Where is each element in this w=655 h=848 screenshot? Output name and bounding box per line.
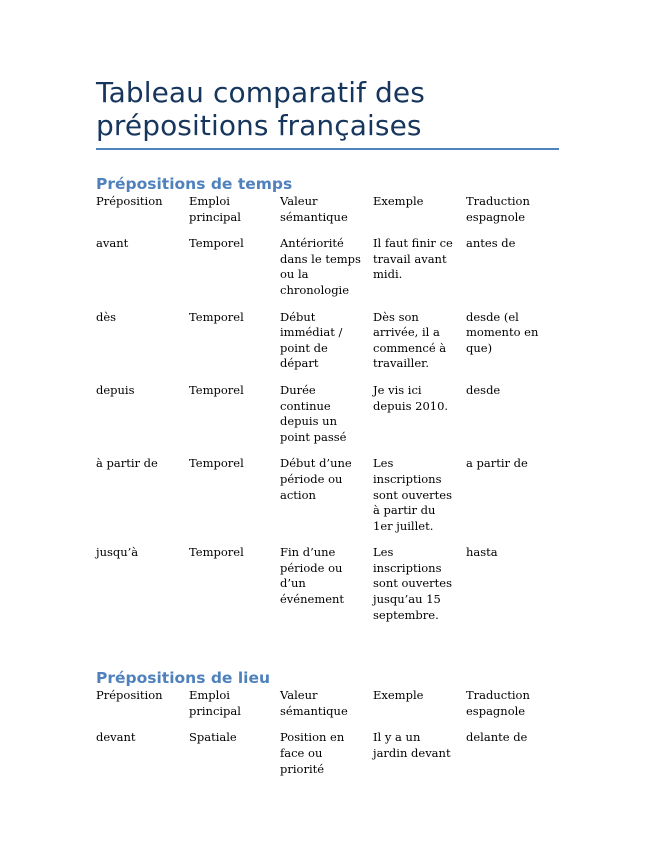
cell-traduction: desde	[466, 382, 501, 397]
table-row	[96, 545, 559, 634]
cell-valeur: Durée continue depuis un point passé	[280, 382, 347, 444]
cell-emploi: Spatiale	[189, 730, 237, 745]
table-lieu	[96, 688, 559, 788]
cell-valeur: Début immédiat / point de départ	[280, 309, 343, 371]
table-row	[96, 730, 559, 788]
table-row	[96, 456, 559, 545]
column-header-valeur: Valeur sémantique	[280, 688, 348, 718]
cell-exemple: Dès son arrivée, il a commencé à travailler.	[373, 309, 447, 371]
cell-exemple: Les inscriptions sont ouvertes jusqu’au 15 septembre.	[373, 545, 452, 622]
cell-exemple: Il faut finir ce travail avant midi.	[373, 236, 453, 282]
column-header-emploi: Emploi principal	[189, 194, 241, 224]
cell-emploi: Temporel	[189, 545, 244, 560]
document-page	[96, 0, 559, 788]
cell-exemple: Je vis ici depuis 2010.	[373, 382, 449, 413]
cell-traduction: delante de	[466, 730, 528, 745]
column-header-preposition: Préposition	[96, 194, 163, 208]
cell-preposition: à partir de	[96, 456, 158, 471]
table-row	[96, 310, 559, 383]
cell-valeur: Antériorité dans le temps ou la chronologie	[280, 236, 361, 297]
cell-preposition: dès	[96, 309, 117, 324]
cell-traduction: a partir de	[466, 456, 528, 471]
cell-traduction: desde (el momento en que)	[466, 309, 539, 355]
cell-exemple: Les inscriptions sont ouvertes à partir du 1er juillet.	[373, 456, 452, 533]
section-heading-temps: Prépositions de temps	[96, 175, 293, 193]
cell-preposition: devant	[96, 730, 136, 745]
table-temps	[96, 194, 559, 634]
column-header-emploi: Emploi principal	[189, 688, 241, 718]
cell-emploi: Temporel	[189, 382, 244, 397]
cell-emploi: Temporel	[189, 236, 244, 251]
cell-exemple: Il y a un jardin devant	[373, 730, 451, 761]
title-rule	[96, 148, 559, 150]
column-header-valeur: Valeur sémantique	[280, 194, 348, 224]
cell-traduction: antes de	[466, 236, 516, 251]
table-header-row	[96, 688, 559, 730]
cell-valeur: Fin d’une période ou d’un événement	[280, 545, 345, 607]
cell-preposition: depuis	[96, 382, 135, 397]
section-heading-lieu: Prépositions de lieu	[96, 669, 271, 688]
cell-valeur: Début d’une période ou action	[280, 456, 352, 502]
column-header-traduction: Traduction espagnole	[466, 688, 530, 718]
cell-emploi: Temporel	[189, 456, 244, 471]
table-header-row	[96, 194, 559, 236]
cell-emploi: Temporel	[189, 309, 244, 324]
document-title: Tableau comparatif des prépositions françaises	[96, 76, 425, 142]
cell-preposition: jusqu’à	[96, 545, 139, 560]
table-row	[96, 383, 559, 456]
cell-preposition: avant	[96, 236, 129, 251]
cell-traduction: hasta	[466, 545, 498, 560]
table-row	[96, 236, 559, 309]
column-header-exemple: Exemple	[373, 194, 424, 208]
column-header-preposition: Préposition	[96, 688, 163, 703]
column-header-exemple: Exemple	[373, 688, 424, 703]
column-header-traduction: Traduction espagnole	[466, 194, 530, 224]
cell-valeur: Position en face ou priorité	[280, 730, 345, 776]
